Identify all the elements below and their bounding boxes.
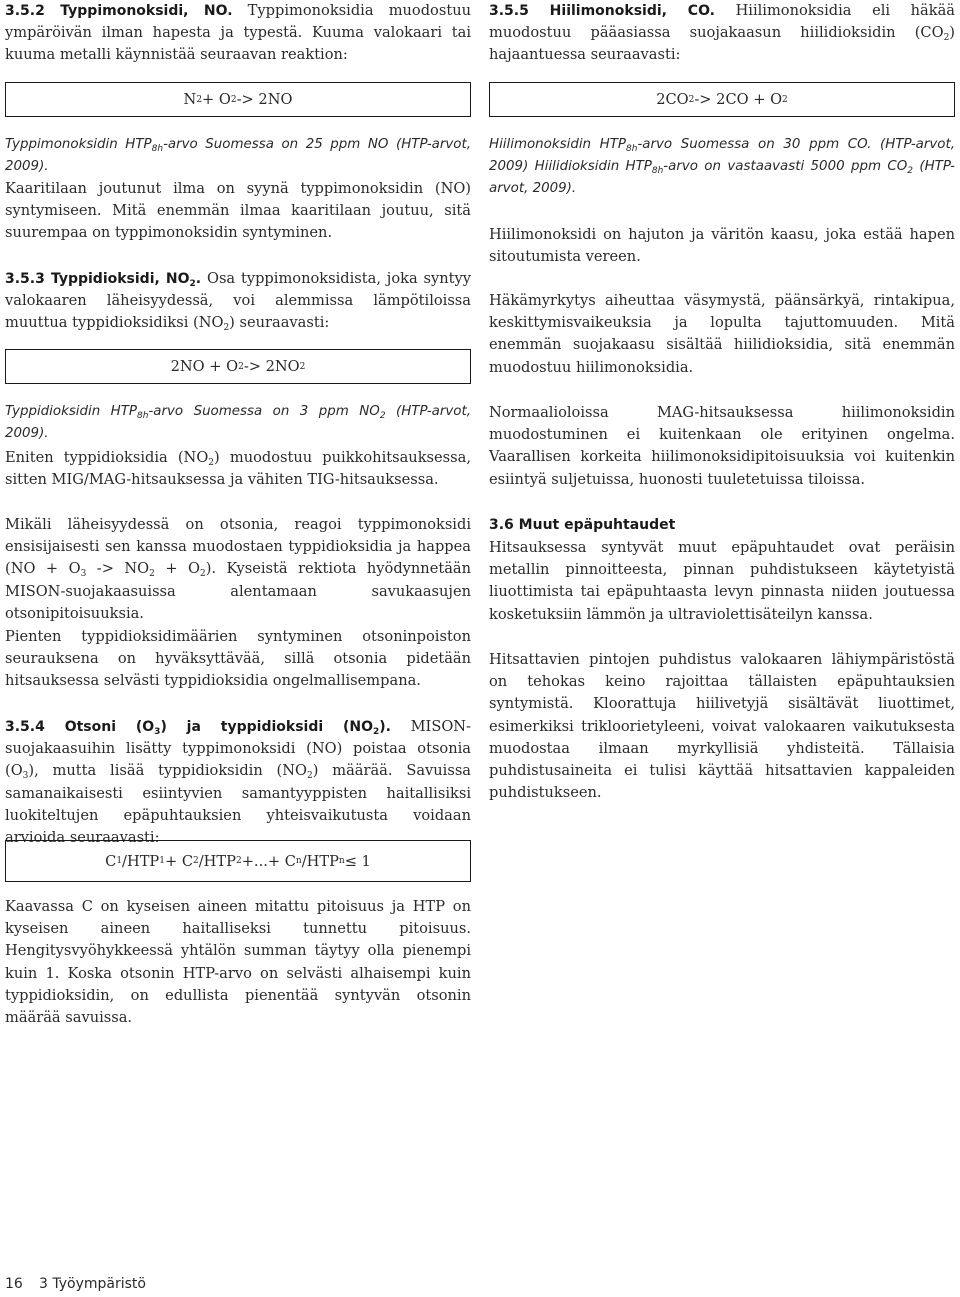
equation-no-formation: N 2 + O 2 -> 2NO: [5, 82, 471, 117]
paragraph-arc-air: Kaaritilaan joutunut ilma on syynä typpimonoksidin (NO) syntymiseen. Mitä enemmän ilmaa kaaritilaan joutuu, sitä suurempaa on typpimonoksidin syntyminen.: [5, 180, 471, 242]
paragraph-ozone-reaction: Mikäli läheisyydessä on otsonia, reagoi typpimonoksidi ensisijaisesti sen kanssa muodostaen typpidioksidia ja happea $(NO + O_3 -> NO_2 + O_2)$. Kyseistä rektiota hyödynnetään MISON-suojakaasuissa alentamaan savukaasujen otsonipitoisuuksia.: [5, 516, 472, 622]
page-number: 16: [5, 1276, 23, 1292]
paragraph-other-impurities: Hitsauksessa syntyvät muut epäpuhtaudet ovat peräisin metallin pinnoitteesta, pinnan puhdistukseen käytetyistä liuottimista tai epäpuhtaasta levyn pinnasta niiden joutuessa kosketuksiin lämmön ja ultraviolettisäteilyn kanssa.: [489, 539, 955, 623]
heading-355: 3.5.5 Hiilimonoksidi, CO.: [489, 3, 715, 19]
chapter-title: 3 Työympäristö: [39, 1276, 146, 1292]
equation-no2-formation: 2NO + O 2 -> 2NO 2: [5, 349, 471, 384]
section-353-paragraph: 3.5.3 Typpidioksidi, $NO_2$. Osa typpimonoksidista, joka syntyy valokaaren läheisyydessä, voi alemmissa lämpötiloissa muuttua typpidioksidiksi $(NO_2)$ seuraavasti:: [5, 270, 471, 334]
page-footer: [5, 1276, 146, 1292]
heading-352: 3.5.2 Typpimonoksidi, NO.: [5, 3, 233, 19]
paragraph-mag-co: Normaalioloissa MAG-hitsauksessa hiilimonoksidin muodostuminen ei kuitenkaan ole erityinen ongelma. Vaarallisen korkeita hiilimonoksidipitoisuuksia voi kuitenkin esiintyä suljetuissa, huonosti tuuletetuissa tiloissa.: [489, 404, 955, 488]
paragraph-ozone-removal: Pienten typpidioksidimäärien syntyminen otsoninpoiston seurauksena on hyväksyttävää, sillä otsonia pidetään hitsauksessa selvästi typpidioksidia ongelmallisempana.: [5, 628, 471, 690]
htp-note-co: Hiilimonoksidin $HTP_{8h}$-arvo Suomessa on 30 ppm CO. (HTP-arvot, 2009) Hiilidioksidin $HTP_{8h}$-arvo on vastaavasti 5000 ppm $CO_2$ (HTP-arvot, 2009).: [489, 137, 956, 196]
paragraph-co-poisoning: Häkämyrkytys aiheuttaa väsymystä, päänsärkyä, rintakipua, keskittymisvaikeuksia ja lopulta tajuttomuuden. Mitä enemmän suojakaasu sisältää hiilidioksidia, sitä enemmän muodostuu hiilimonoksidia.: [489, 292, 955, 376]
heading-354: 3.5.4 Otsoni $(O_3)$ ja typpidioksidi $(NO_2)$.: [5, 719, 391, 737]
section-355-paragraph: 3.5.5 Hiilimonoksidi, CO. Hiilimonoksidia eli häkää muodostuu pääasiassa suojakaasun hiilidioksidin $(CO_2)$ hajaantuessa seuraavasti:: [489, 2, 955, 64]
equation-co-formation: 2CO 2 -> 2CO + O 2: [489, 82, 955, 117]
paragraph-formula-explanation: Kaavassa C on kyseisen aineen mitattu pitoisuus ja HTP on kyseisen aineen haitalliseksi tunnettu pitoisuus. Hengitysvyöhykkeessä yhtälön summan täytyy olla pienempi kuin 1. Koska otsonin HTP-arvo on selvästi alhaisempi kuin typpidioksidin, on edullista pienentää syntyvän otsonin määrää savuissa.: [5, 898, 471, 1027]
formula-box: C 1 /HTP 1 + C 2 /HTP 2 +...+ C n /HTP n ≤ 1: [5, 840, 471, 882]
htp-note-no2: Typpidioksidin $HTP_{8h}$-arvo Suomessa on 3 ppm $NO_2$ (HTP-arvot, 2009).: [5, 404, 471, 441]
paragraph-co-property: Hiilimonoksidi on hajuton ja väritön kaasu, joka estää hapen sitoutumista vereen.: [489, 226, 955, 266]
section-354-paragraph: 3.5.4 Otsoni $(O_3)$ ja typpidioksidi $(NO_2)$. MISON-suojakaasuihin lisätty typpimonoksidi (NO) poistaa otsonia $(O_3)$, mutta lisää typpidioksidin $(NO_2)$ määrää. Savuissa samanaikaisesti esiintyvien samantyyppisten haitallisiksi luokiteltujen epäpuhtauksien yhteisvaikutusta voidaan arvioida seuraavasti:: [5, 718, 472, 847]
heading-36: 3.6 Muut epäpuhtaudet: [489, 517, 676, 533]
heading-353: 3.5.3 Typpidioksidi, $NO_2$.: [5, 271, 202, 289]
htp-note-no: Typpimonoksidin $HTP_{8h}$-arvo Suomessa on 25 ppm NO (HTP-arvot, 2009).: [5, 137, 471, 174]
paragraph-surface-cleaning: Hitsattavien pintojen puhdistus valokaaren lähiympäristöstä on tehokas keino rajoittaa tällaisten epäpuhtauksien syntymistä. Kloorattuja hiilivetyjä sisältävät liuottimet, esimerkiksi trikloorietyleeni, voivat valokaaren vaikutuksesta muodostaa ilmaan myrkyllisiä yhdisteitä. Tällaisia puhdistusaineita ei tulisi käyttää hitsattavien kappaleiden puhdistukseen.: [489, 651, 955, 802]
section-352-paragraph: 3.5.2 Typpimonoksidi, NO. Typpimonoksidia muodostuu ympäröivän ilman hapesta ja typestä. Kuuma valokaari tai kuuma metalli käynnistää seuraavan reaktion:: [5, 2, 471, 64]
paragraph-welding-methods: Eniten typpidioksidia $(NO_2)$ muodostuu puikkohitsauksessa, sitten MIG/MAG-hitsauksessa ja vähiten TIG-hitsauksessa.: [5, 449, 471, 489]
